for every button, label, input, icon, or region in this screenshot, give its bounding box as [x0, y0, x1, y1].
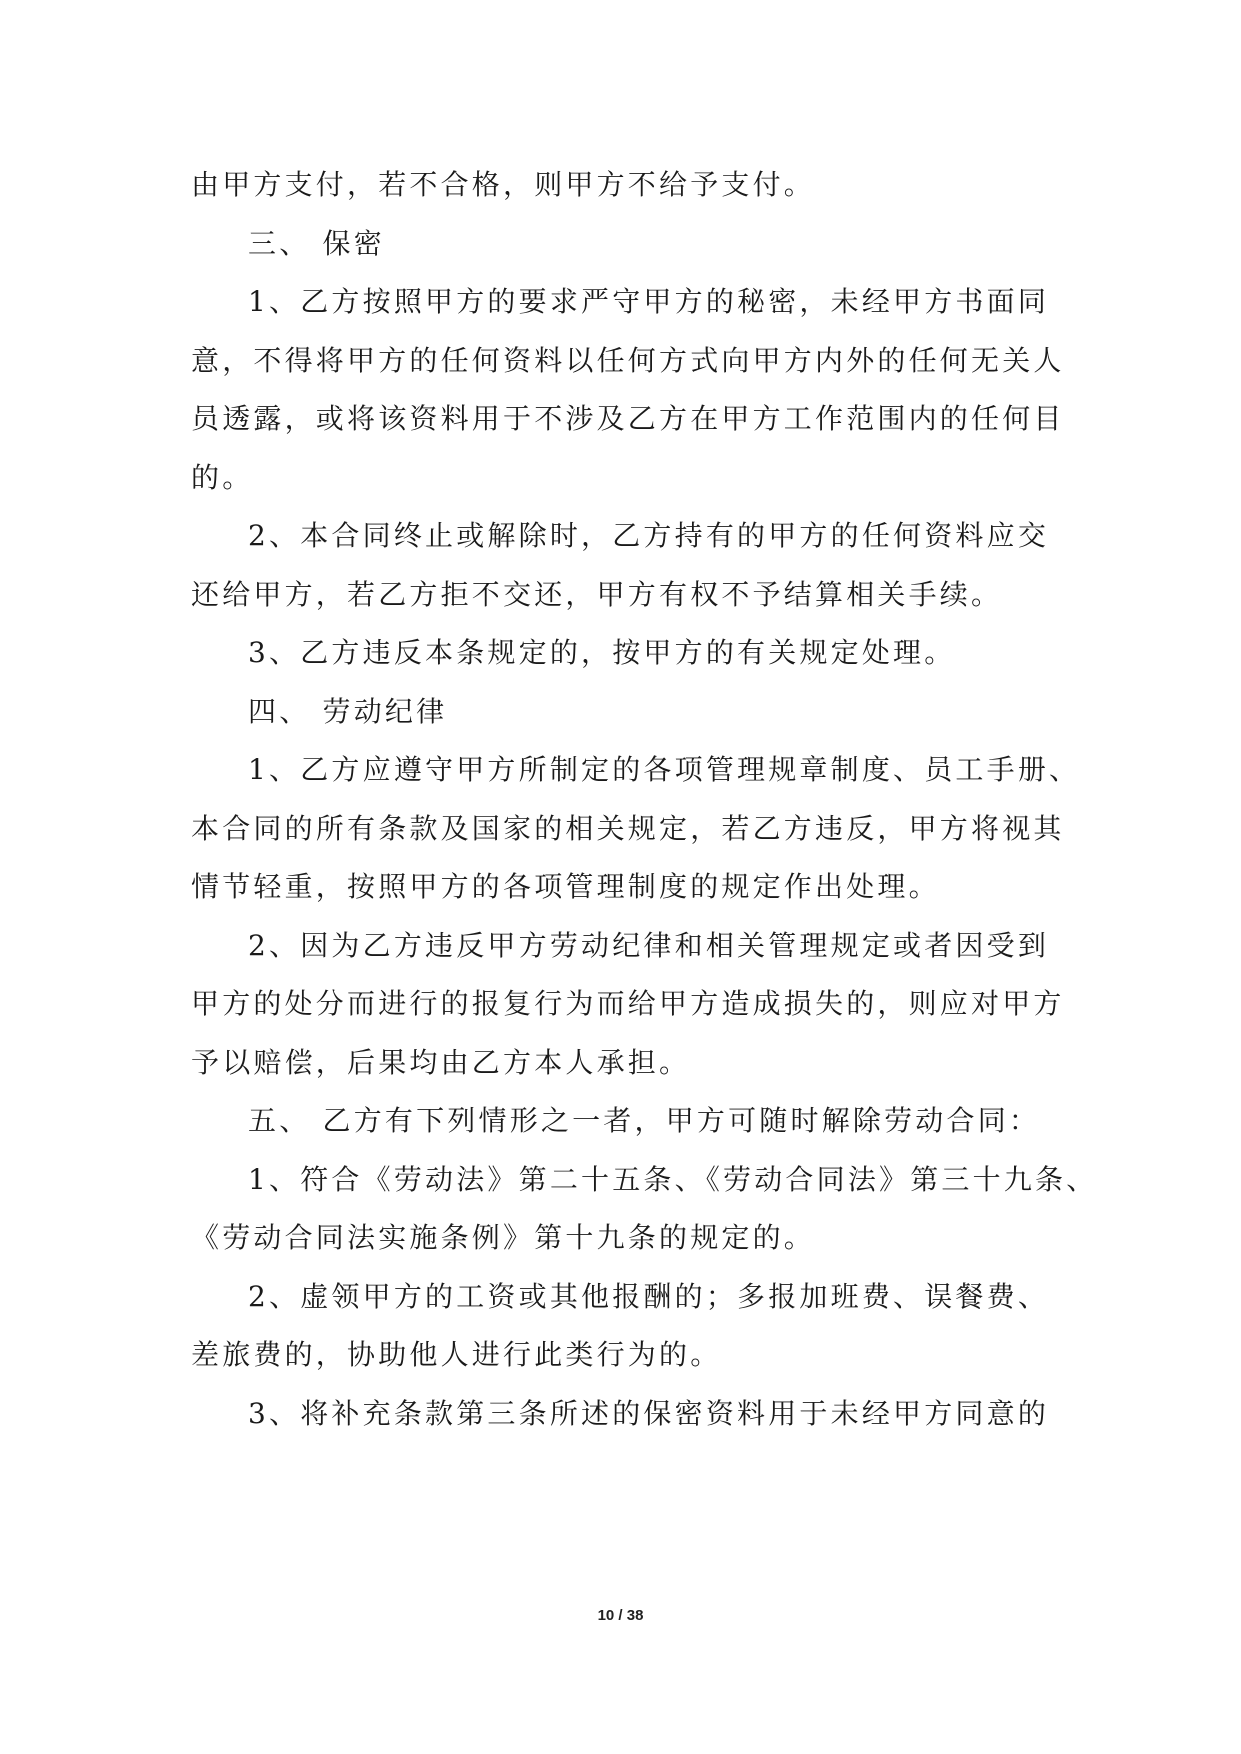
text-line: 员透露，或将该资料用于不涉及乙方在甲方工作范围内的任何目 — [191, 402, 1065, 435]
text-line: 由甲方支付，若不合格，则甲方不给予支付。 — [191, 168, 816, 201]
text-line: 本合同的所有条款及国家的相关规定，若乙方违反，甲方将视其 — [191, 811, 1065, 845]
text-line: 情节轻重，按照甲方的各项管理制度的规定作出处理。 — [191, 870, 940, 903]
text-line: 1、乙方按照甲方的要求严守甲方的秘密，未经甲方书面同 — [248, 285, 1050, 318]
text-line: 2、因为乙方违反甲方劳动纪律和相关管理规定或者因受到 — [248, 928, 1050, 962]
text-line: 3、乙方违反本条规定的，按甲方的有关规定处理。 — [248, 636, 956, 669]
document-body — [191, 156, 1098, 1443]
text-line: 1、符合《劳动法》第二十五条、《劳动合同法》第三十九条、 — [248, 1162, 1098, 1196]
text-line: 五、 乙方有下列情形之一者，甲方可随时解除劳动合同： — [248, 1104, 1041, 1137]
text-line: 的。 — [191, 460, 254, 494]
text-line: 意，不得将甲方的任何资料以任何方式向甲方内外的任何无关人 — [191, 343, 1065, 377]
text-line: 《劳动合同法实施条例》第十九条的规定的。 — [191, 1221, 816, 1254]
text-line: 1、乙方应遵守甲方所制定的各项管理规章制度、员工手册、 — [248, 753, 1081, 786]
text-line: 2、本合同终止或解除时，乙方持有的甲方的任何资料应交 — [248, 519, 1050, 552]
page-number: 10 / 38 — [597, 1607, 644, 1624]
text-line: 3、将补充条款第三条所述的保密资料用于未经甲方同意的 — [248, 1396, 1050, 1430]
text-line: 还给甲方，若乙方拒不交还，甲方有权不予结算相关手续。 — [191, 577, 1003, 611]
text-line: 2、虚领甲方的工资或其他报酬的；多报加班费、误餐费、 — [248, 1279, 1050, 1313]
text-line: 甲方的处分而进行的报复行为而给甲方造成损失的，则应对甲方 — [191, 987, 1065, 1020]
text-line: 三、 保密 — [248, 226, 385, 260]
text-line: 四、 劳动纪律 — [248, 694, 448, 728]
text-line: 予以赔偿，后果均由乙方本人承担。 — [191, 1045, 691, 1079]
text-line: 差旅费的，协助他人进行此类行为的。 — [191, 1338, 722, 1371]
